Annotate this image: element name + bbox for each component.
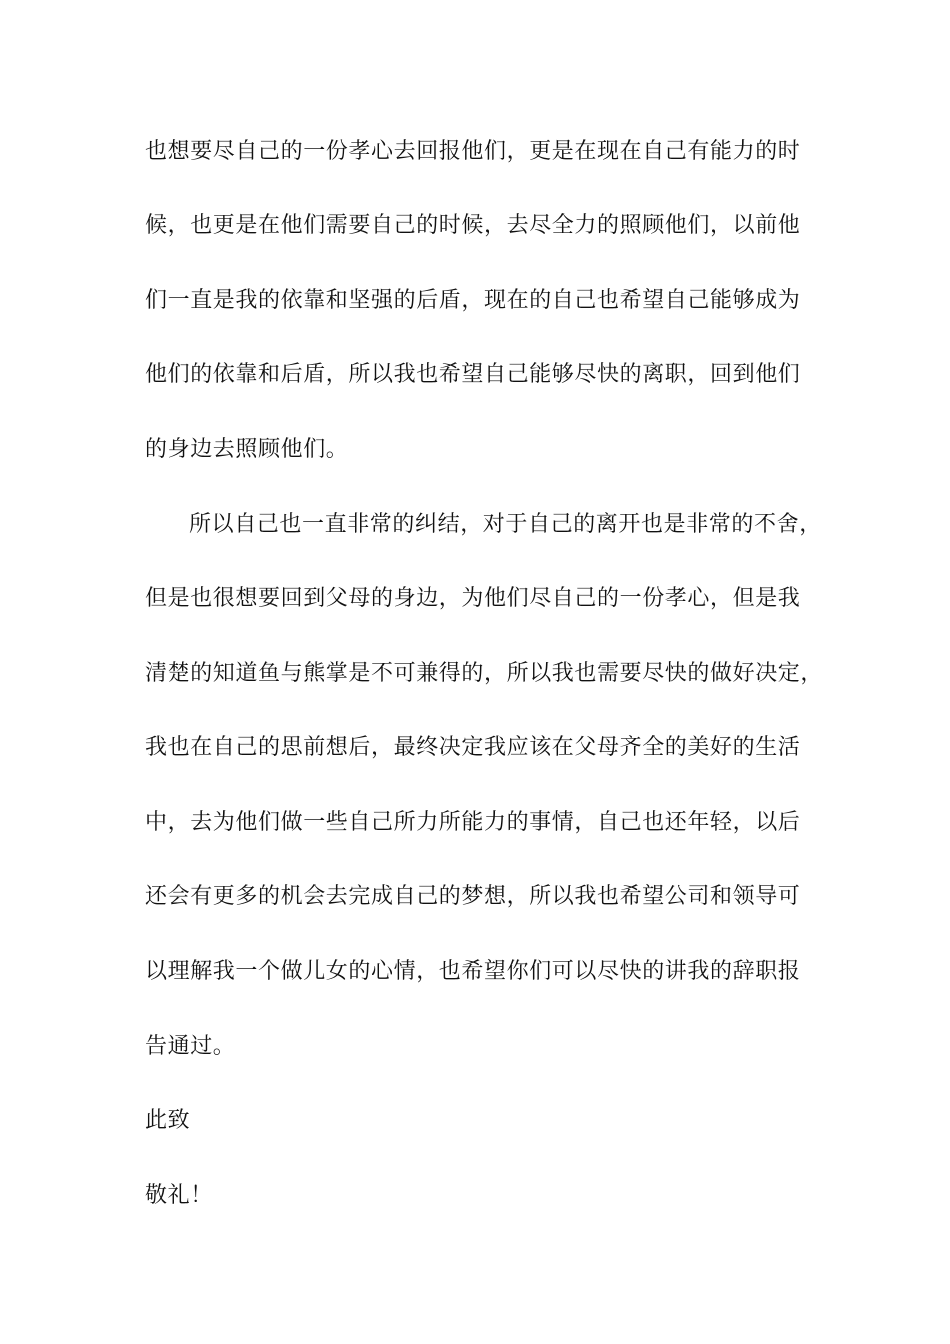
paragraph-line: 他们的依靠和后盾，所以我也希望自己能够尽快的离职，回到他们 — [145, 362, 801, 387]
paragraph-line: 候，也更是在他们需要自己的时候，去尽全力的照顾他们，以前他 — [145, 213, 801, 238]
closing-text: 此致 — [145, 1108, 191, 1133]
paragraph-first-line: 所以自己也一直非常的纠结，对于自己的离开也是非常的不舍， — [189, 512, 822, 537]
paragraph-line: 的身边去照顾他们。 — [145, 437, 349, 462]
paragraph-line: 但是也很想要回到父母的身边，为他们尽自己的一份孝心，但是我 — [145, 586, 801, 611]
paragraph-line: 也想要尽自己的一份孝心去回报他们，更是在现在自己有能力的时 — [145, 139, 801, 164]
paragraph-line: 我也在自己的思前想后，最终决定我应该在父母齐全的美好的生活 — [145, 735, 801, 760]
paragraph-line: 中，去为他们做一些自己所力所能力的事情，自己也还年轻，以后 — [145, 810, 801, 835]
paragraph-line: 告通过。 — [145, 1034, 236, 1059]
paragraph-line: 们一直是我的依靠和坚强的后盾，现在的自己也希望自己能够成为 — [145, 288, 801, 313]
salutation-text: 敬礼！ — [145, 1183, 213, 1208]
paragraph-line: 清楚的知道鱼与熊掌是不可兼得的，所以我也需要尽快的做好决定， — [145, 661, 824, 686]
paragraph-line: 还会有更多的机会去完成自己的梦想，所以我也希望公司和领导可 — [145, 884, 801, 909]
paragraph-line: 以理解我一个做儿女的心情，也希望你们可以尽快的讲我的辞职报 — [145, 959, 801, 984]
